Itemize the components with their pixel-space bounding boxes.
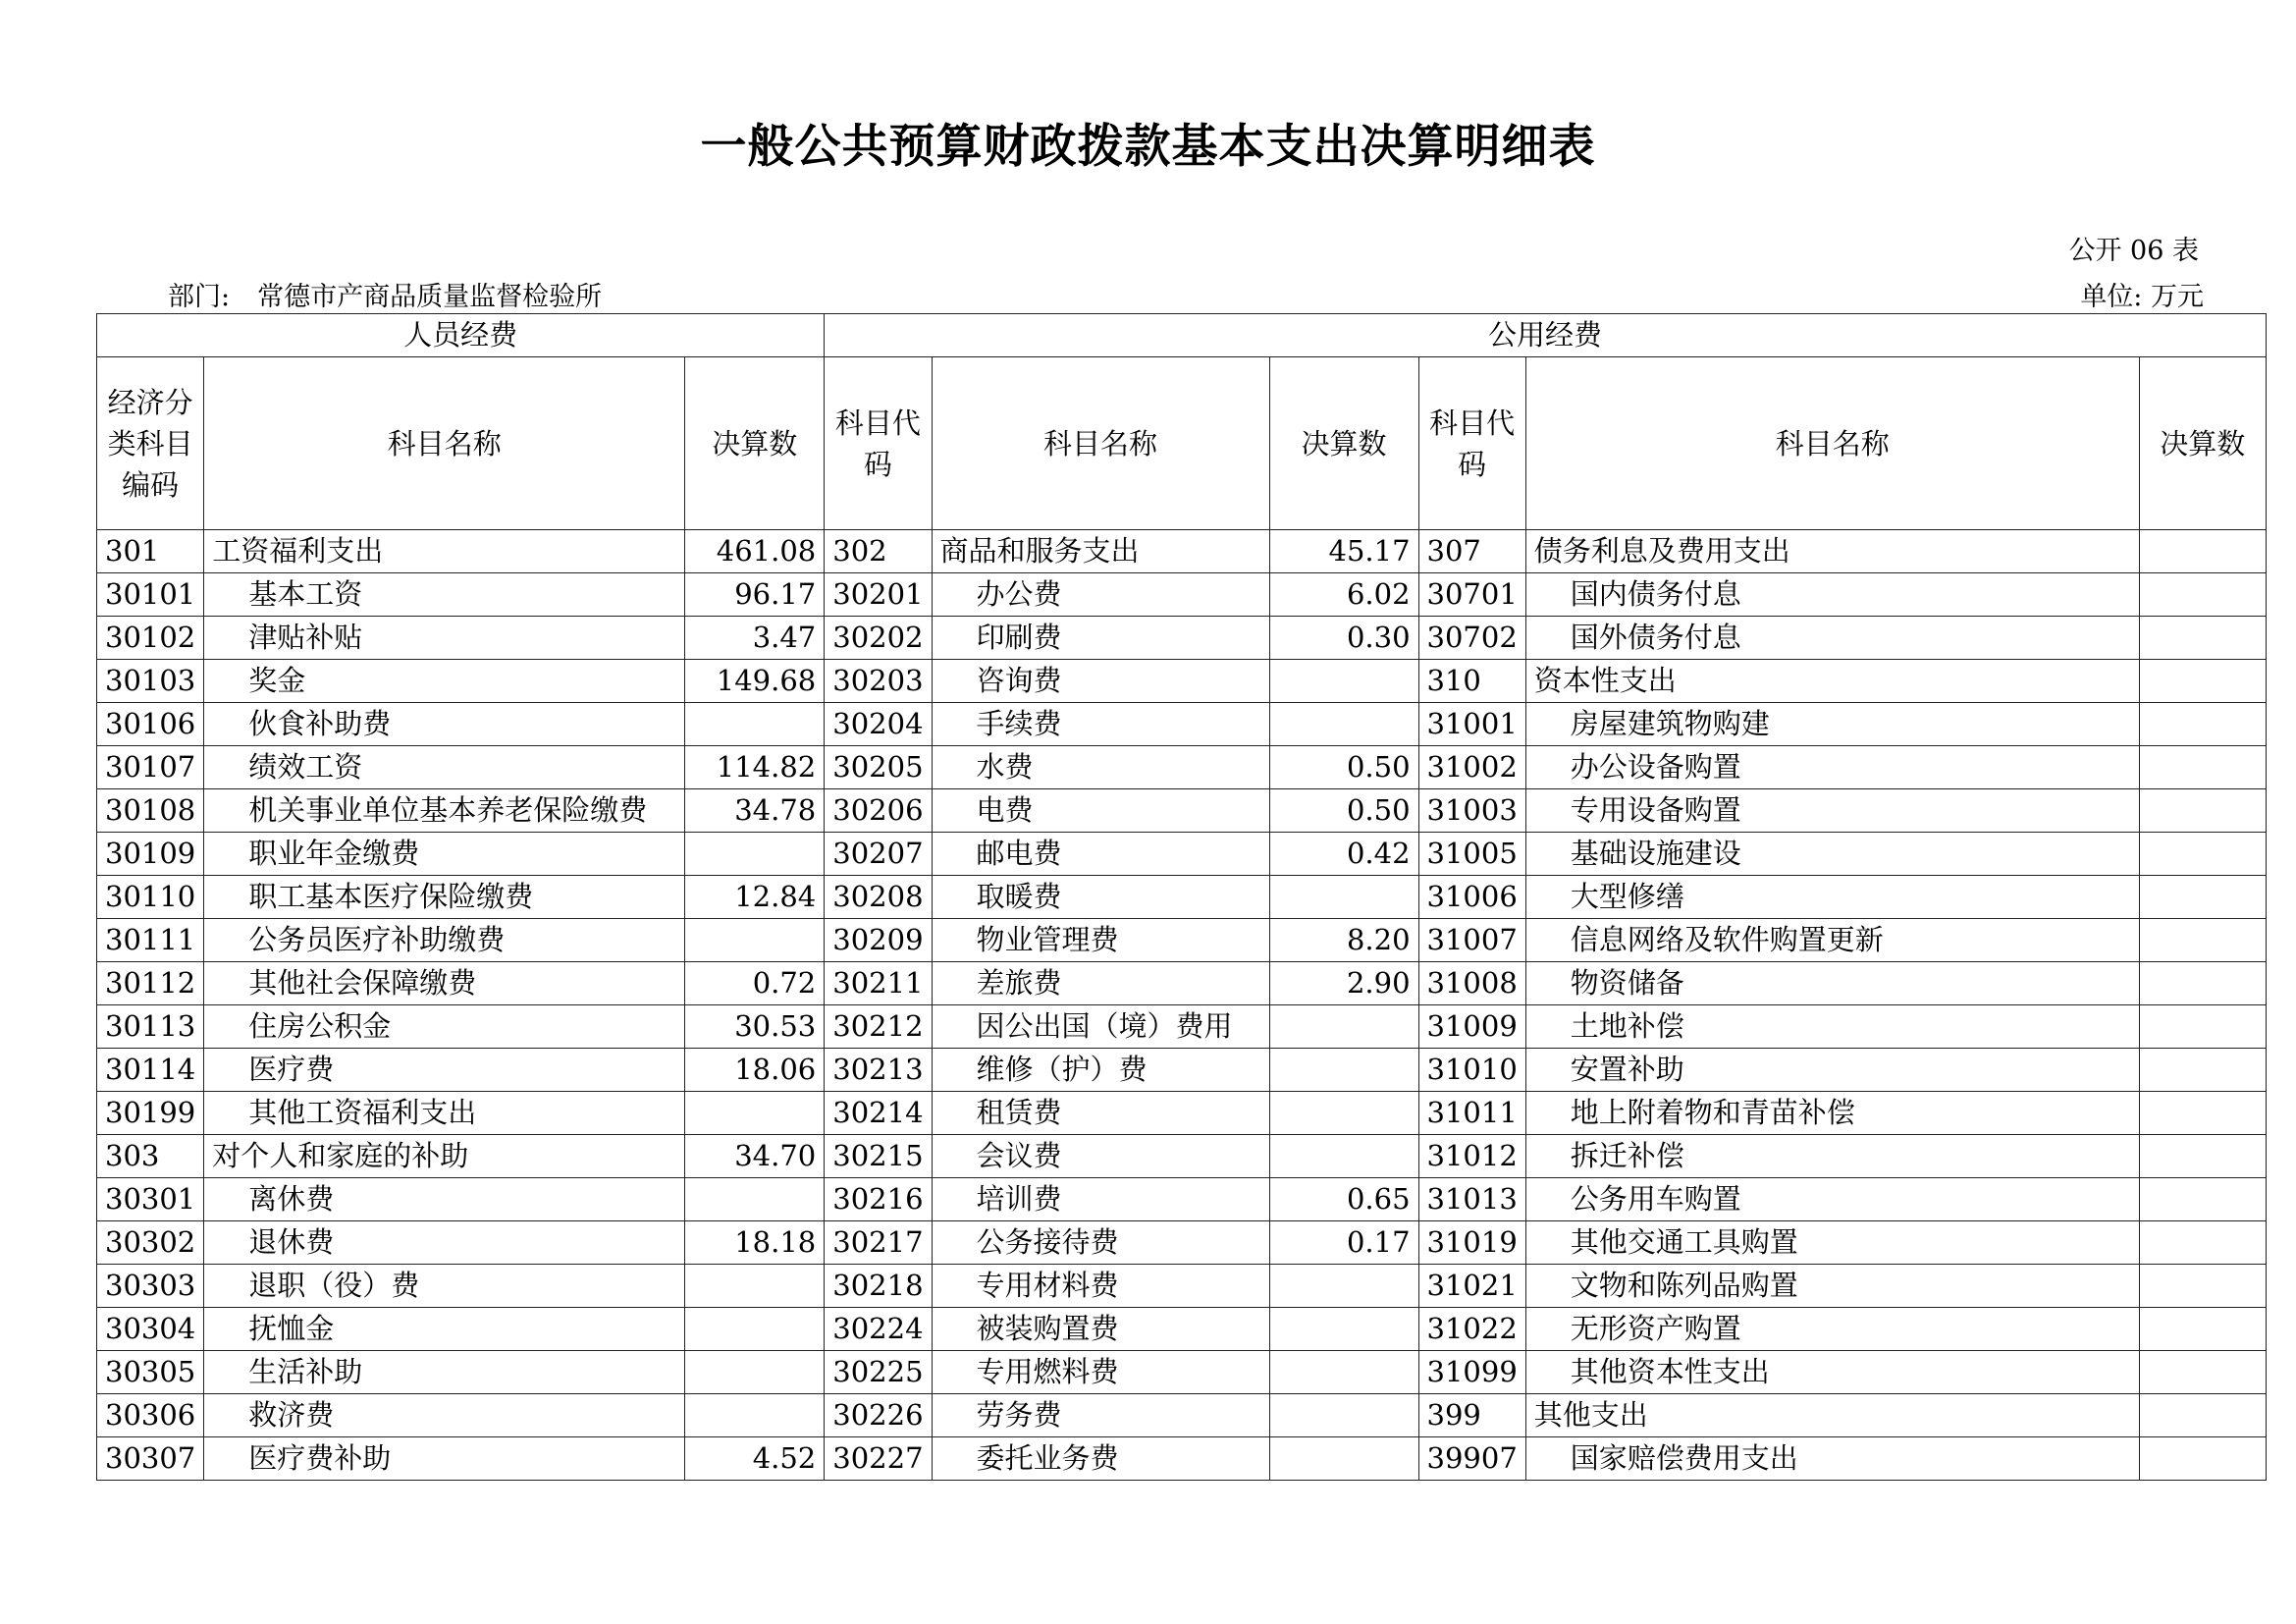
cell-g1-name: 水费 [932, 746, 1269, 789]
cell-g2-name: 土地补偿 [1525, 1005, 2139, 1049]
cell-p-name: 机关事业单位基本养老保险缴费 [204, 789, 685, 833]
cell-p-code: 30306 [97, 1394, 204, 1437]
cell-p-code: 30112 [97, 962, 204, 1005]
header-p-name: 科目名称 [204, 357, 685, 530]
table-row [97, 919, 2267, 962]
cell-g1-amount: 45.17 [1269, 530, 1418, 573]
cell-g1-amount [1269, 1049, 1418, 1092]
cell-g2-code: 31007 [1418, 919, 1525, 962]
cell-p-amount: 3.47 [685, 617, 825, 660]
cell-g1-name: 物业管理费 [932, 919, 1269, 962]
cell-p-amount: 18.06 [685, 1049, 825, 1092]
cell-p-name: 伙食补助费 [204, 703, 685, 746]
cell-p-amount: 461.08 [685, 530, 825, 573]
cell-g2-name: 国外债务付息 [1525, 617, 2139, 660]
cell-p-amount [685, 833, 825, 876]
cell-g2-name: 公务用车购置 [1525, 1178, 2139, 1221]
cell-p-name: 离休费 [204, 1178, 685, 1221]
table-row [97, 1005, 2267, 1049]
cell-g1-name: 取暖费 [932, 876, 1269, 919]
cell-p-code: 30305 [97, 1351, 204, 1394]
table-row [97, 1265, 2267, 1308]
table-row [97, 660, 2267, 703]
cell-p-amount [685, 1092, 825, 1135]
cell-g1-name: 被装购置费 [932, 1308, 1269, 1351]
table-row [97, 1394, 2267, 1437]
cell-g1-name: 印刷费 [932, 617, 1269, 660]
cell-g2-code: 30701 [1418, 573, 1525, 617]
cell-g2-amount [2139, 919, 2266, 962]
cell-g2-amount [2139, 833, 2266, 876]
cell-g2-code: 31011 [1418, 1092, 1525, 1135]
cell-g1-amount [1269, 1437, 1418, 1481]
cell-p-code: 301 [97, 530, 204, 573]
cell-g1-amount [1269, 1092, 1418, 1135]
cell-g2-amount [2139, 1351, 2266, 1394]
cell-g1-code: 30207 [825, 833, 932, 876]
cell-p-amount: 12.84 [685, 876, 825, 919]
table-row [97, 1092, 2267, 1135]
cell-g2-amount [2139, 617, 2266, 660]
header-p-code: 经济分类科目编码 [97, 357, 204, 530]
cell-g1-code: 30217 [825, 1221, 932, 1265]
cell-g1-code: 30205 [825, 746, 932, 789]
cell-p-amount [685, 1394, 825, 1437]
cell-g2-name: 国家赔偿费用支出 [1525, 1437, 2139, 1481]
cell-g2-amount [2139, 660, 2266, 703]
section-personnel: 人员经费 [97, 314, 825, 357]
cell-g1-name: 办公费 [932, 573, 1269, 617]
table-row [97, 962, 2267, 1005]
header-g2-name: 科目名称 [1525, 357, 2139, 530]
cell-g2-name: 债务利息及费用支出 [1525, 530, 2139, 573]
cell-p-code: 30102 [97, 617, 204, 660]
cell-p-amount: 34.70 [685, 1135, 825, 1178]
cell-g1-name: 培训费 [932, 1178, 1269, 1221]
cell-g1-name: 租赁费 [932, 1092, 1269, 1135]
cell-g2-code: 30702 [1418, 617, 1525, 660]
cell-p-amount: 0.72 [685, 962, 825, 1005]
column-header-row [97, 357, 2267, 530]
cell-p-code: 303 [97, 1135, 204, 1178]
cell-g2-code: 39907 [1418, 1437, 1525, 1481]
cell-g1-name: 委托业务费 [932, 1437, 1269, 1481]
cell-g2-code: 31009 [1418, 1005, 1525, 1049]
cell-p-code: 30111 [97, 919, 204, 962]
cell-g2-name: 文物和陈列品购置 [1525, 1265, 2139, 1308]
cell-g1-code: 30224 [825, 1308, 932, 1351]
cell-g2-name: 其他支出 [1525, 1394, 2139, 1437]
cell-g1-name: 劳务费 [932, 1394, 1269, 1437]
cell-p-name: 基本工资 [204, 573, 685, 617]
cell-p-name: 对个人和家庭的补助 [204, 1135, 685, 1178]
cell-g2-name: 信息网络及软件购置更新 [1525, 919, 2139, 962]
department-label: 部门: [168, 282, 231, 312]
cell-g2-code: 31001 [1418, 703, 1525, 746]
table-row [97, 1135, 2267, 1178]
table-row [97, 703, 2267, 746]
cell-g2-amount [2139, 1178, 2266, 1221]
table-row [97, 876, 2267, 919]
cell-g1-code: 30206 [825, 789, 932, 833]
department-line [168, 275, 602, 313]
header-g1-name: 科目名称 [932, 357, 1269, 530]
cell-g2-name: 资本性支出 [1525, 660, 2139, 703]
header-g2-code: 科目代码 [1418, 357, 1525, 530]
cell-p-name: 其他社会保障缴费 [204, 962, 685, 1005]
cell-p-code: 30108 [97, 789, 204, 833]
cell-g2-amount [2139, 1437, 2266, 1481]
cell-p-name: 医疗费 [204, 1049, 685, 1092]
section-public: 公用经费 [825, 314, 2267, 357]
table-row [97, 1178, 2267, 1221]
department-value: 常德市产商品质量监督检验所 [257, 282, 603, 312]
section-header-row [97, 314, 2267, 357]
cell-g1-name: 专用燃料费 [932, 1351, 1269, 1394]
cell-g2-code: 31010 [1418, 1049, 1525, 1092]
table-row [97, 833, 2267, 876]
cell-g2-name: 大型修缮 [1525, 876, 2139, 919]
cell-g1-code: 30214 [825, 1092, 932, 1135]
cell-g2-amount [2139, 1394, 2266, 1437]
cell-p-code: 30101 [97, 573, 204, 617]
cell-g1-amount [1269, 1351, 1418, 1394]
cell-g1-code: 30212 [825, 1005, 932, 1049]
cell-g2-name: 无形资产购置 [1525, 1308, 2139, 1351]
cell-g1-amount: 6.02 [1269, 573, 1418, 617]
cell-g2-amount [2139, 1092, 2266, 1135]
cell-p-amount: 18.18 [685, 1221, 825, 1265]
cell-g1-code: 30215 [825, 1135, 932, 1178]
cell-g2-code: 31013 [1418, 1178, 1525, 1221]
cell-g2-amount [2139, 789, 2266, 833]
cell-p-code: 30109 [97, 833, 204, 876]
table-row [97, 746, 2267, 789]
cell-g2-code: 307 [1418, 530, 1525, 573]
cell-p-name: 工资福利支出 [204, 530, 685, 573]
cell-p-amount [685, 703, 825, 746]
cell-g2-name: 房屋建筑物购建 [1525, 703, 2139, 746]
cell-p-name: 住房公积金 [204, 1005, 685, 1049]
cell-p-code: 30107 [97, 746, 204, 789]
cell-g1-amount: 0.50 [1269, 789, 1418, 833]
cell-g2-amount [2139, 876, 2266, 919]
cell-p-code: 30199 [97, 1092, 204, 1135]
cell-g1-code: 30211 [825, 962, 932, 1005]
cell-g1-amount [1269, 876, 1418, 919]
cell-g1-amount [1269, 1265, 1418, 1308]
cell-g2-code: 31003 [1418, 789, 1525, 833]
cell-g1-name: 维修（护）费 [932, 1049, 1269, 1092]
cell-p-name: 抚恤金 [204, 1308, 685, 1351]
table-row [97, 1049, 2267, 1092]
cell-p-code: 30303 [97, 1265, 204, 1308]
table-row [97, 1437, 2267, 1481]
table-row [97, 1308, 2267, 1351]
cell-g1-name: 公务接待费 [932, 1221, 1269, 1265]
cell-p-name: 职工基本医疗保险缴费 [204, 876, 685, 919]
cell-g2-code: 31006 [1418, 876, 1525, 919]
cell-p-amount [685, 1308, 825, 1351]
cell-g1-amount [1269, 703, 1418, 746]
cell-p-name: 退职（役）费 [204, 1265, 685, 1308]
cell-p-amount [685, 919, 825, 962]
cell-p-amount: 34.78 [685, 789, 825, 833]
cell-p-name: 津贴补贴 [204, 617, 685, 660]
cell-g2-code: 31002 [1418, 746, 1525, 789]
cell-g1-amount: 0.50 [1269, 746, 1418, 789]
cell-g1-amount: 0.17 [1269, 1221, 1418, 1265]
page-title: 一般公共预算财政拨款基本支出决算明细表 [700, 120, 1596, 174]
cell-g2-code: 310 [1418, 660, 1525, 703]
cell-g1-name: 差旅费 [932, 962, 1269, 1005]
cell-g2-code: 31005 [1418, 833, 1525, 876]
cell-p-amount [685, 1351, 825, 1394]
header-p-amount: 决算数 [685, 357, 825, 530]
cell-g2-amount [2139, 1308, 2266, 1351]
cell-p-code: 30302 [97, 1221, 204, 1265]
cell-p-name: 其他工资福利支出 [204, 1092, 685, 1135]
cell-p-code: 30106 [97, 703, 204, 746]
cell-g1-code: 30202 [825, 617, 932, 660]
cell-p-name: 奖金 [204, 660, 685, 703]
cell-g1-amount [1269, 660, 1418, 703]
cell-g2-name: 基础设施建设 [1525, 833, 2139, 876]
cell-g1-code: 30209 [825, 919, 932, 962]
cell-g1-code: 30201 [825, 573, 932, 617]
cell-g1-code: 30216 [825, 1178, 932, 1221]
table-row [97, 530, 2267, 573]
cell-g2-name: 国内债务付息 [1525, 573, 2139, 617]
cell-g1-name: 邮电费 [932, 833, 1269, 876]
cell-g1-name: 会议费 [932, 1135, 1269, 1178]
cell-g2-name: 拆迁补偿 [1525, 1135, 2139, 1178]
table-row [97, 573, 2267, 617]
cell-g1-amount [1269, 1308, 1418, 1351]
cell-g1-amount [1269, 1135, 1418, 1178]
cell-g1-code: 30225 [825, 1351, 932, 1394]
cell-p-code: 30103 [97, 660, 204, 703]
cell-g1-code: 30227 [825, 1437, 932, 1481]
cell-g2-code: 399 [1418, 1394, 1525, 1437]
cell-p-code: 30307 [97, 1437, 204, 1481]
cell-g1-name: 专用材料费 [932, 1265, 1269, 1308]
cell-g1-code: 302 [825, 530, 932, 573]
cell-g2-amount [2139, 703, 2266, 746]
cell-p-amount [685, 1178, 825, 1221]
cell-g2-amount [2139, 1005, 2266, 1049]
cell-g1-amount: 8.20 [1269, 919, 1418, 962]
cell-g2-name: 其他资本性支出 [1525, 1351, 2139, 1394]
cell-p-code: 30301 [97, 1178, 204, 1221]
cell-g2-code: 31021 [1418, 1265, 1525, 1308]
cell-g1-amount: 2.90 [1269, 962, 1418, 1005]
cell-g2-amount [2139, 1265, 2266, 1308]
cell-g2-name: 物资储备 [1525, 962, 2139, 1005]
cell-p-name: 退休费 [204, 1221, 685, 1265]
cell-g1-name: 手续费 [932, 703, 1269, 746]
cell-p-name: 绩效工资 [204, 746, 685, 789]
cell-p-code: 30304 [97, 1308, 204, 1351]
cell-g1-code: 30213 [825, 1049, 932, 1092]
cell-g1-code: 30203 [825, 660, 932, 703]
cell-g1-code: 30218 [825, 1265, 932, 1308]
cell-p-amount: 96.17 [685, 573, 825, 617]
header-g1-amount: 决算数 [1269, 357, 1418, 530]
cell-p-amount: 4.52 [685, 1437, 825, 1481]
cell-g2-code: 31022 [1418, 1308, 1525, 1351]
cell-g2-code: 31099 [1418, 1351, 1525, 1394]
header-g2-amount: 决算数 [2139, 357, 2266, 530]
cell-p-amount: 114.82 [685, 746, 825, 789]
cell-g2-amount [2139, 530, 2266, 573]
table-row [97, 1221, 2267, 1265]
cell-g1-amount: 0.42 [1269, 833, 1418, 876]
cell-g1-name: 因公出国（境）费用 [932, 1005, 1269, 1049]
unit-label: 单位: 万元 [2080, 282, 2204, 312]
header-g1-code: 科目代码 [825, 357, 932, 530]
cell-p-code: 30110 [97, 876, 204, 919]
cell-g2-name: 安置补助 [1525, 1049, 2139, 1092]
cell-g2-code: 31012 [1418, 1135, 1525, 1178]
cell-g2-code: 31008 [1418, 962, 1525, 1005]
table-row [97, 1351, 2267, 1394]
cell-g2-amount [2139, 746, 2266, 789]
cell-g1-amount: 0.65 [1269, 1178, 1418, 1221]
cell-p-amount: 149.68 [685, 660, 825, 703]
cell-p-name: 公务员医疗补助缴费 [204, 919, 685, 962]
cell-g1-code: 30204 [825, 703, 932, 746]
cell-p-name: 生活补助 [204, 1351, 685, 1394]
cell-g2-name: 办公设备购置 [1525, 746, 2139, 789]
cell-g1-name: 咨询费 [932, 660, 1269, 703]
cell-p-name: 职业年金缴费 [204, 833, 685, 876]
cell-g2-code: 31019 [1418, 1221, 1525, 1265]
cell-g2-amount [2139, 1049, 2266, 1092]
table-row [97, 617, 2267, 660]
cell-p-name: 医疗费补助 [204, 1437, 685, 1481]
cell-g2-amount [2139, 1221, 2266, 1265]
cell-g2-name: 地上附着物和青苗补偿 [1525, 1092, 2139, 1135]
table-row [97, 789, 2267, 833]
cell-g2-name: 其他交通工具购置 [1525, 1221, 2139, 1265]
cell-p-code: 30113 [97, 1005, 204, 1049]
cell-p-name: 救济费 [204, 1394, 685, 1437]
cell-p-code: 30114 [97, 1049, 204, 1092]
cell-g1-amount [1269, 1005, 1418, 1049]
cell-g1-code: 30208 [825, 876, 932, 919]
table-number: 公开 06 表 [2068, 236, 2199, 266]
cell-g1-amount: 0.30 [1269, 617, 1418, 660]
cell-p-amount: 30.53 [685, 1005, 825, 1049]
cell-g2-amount [2139, 573, 2266, 617]
expenditure-table [96, 313, 2267, 1481]
cell-g1-name: 商品和服务支出 [932, 530, 1269, 573]
cell-g2-name: 专用设备购置 [1525, 789, 2139, 833]
cell-p-amount [685, 1265, 825, 1308]
cell-g2-amount [2139, 1135, 2266, 1178]
cell-g1-code: 30226 [825, 1394, 932, 1437]
cell-g1-amount [1269, 1394, 1418, 1437]
cell-g1-name: 电费 [932, 789, 1269, 833]
cell-g2-amount [2139, 962, 2266, 1005]
